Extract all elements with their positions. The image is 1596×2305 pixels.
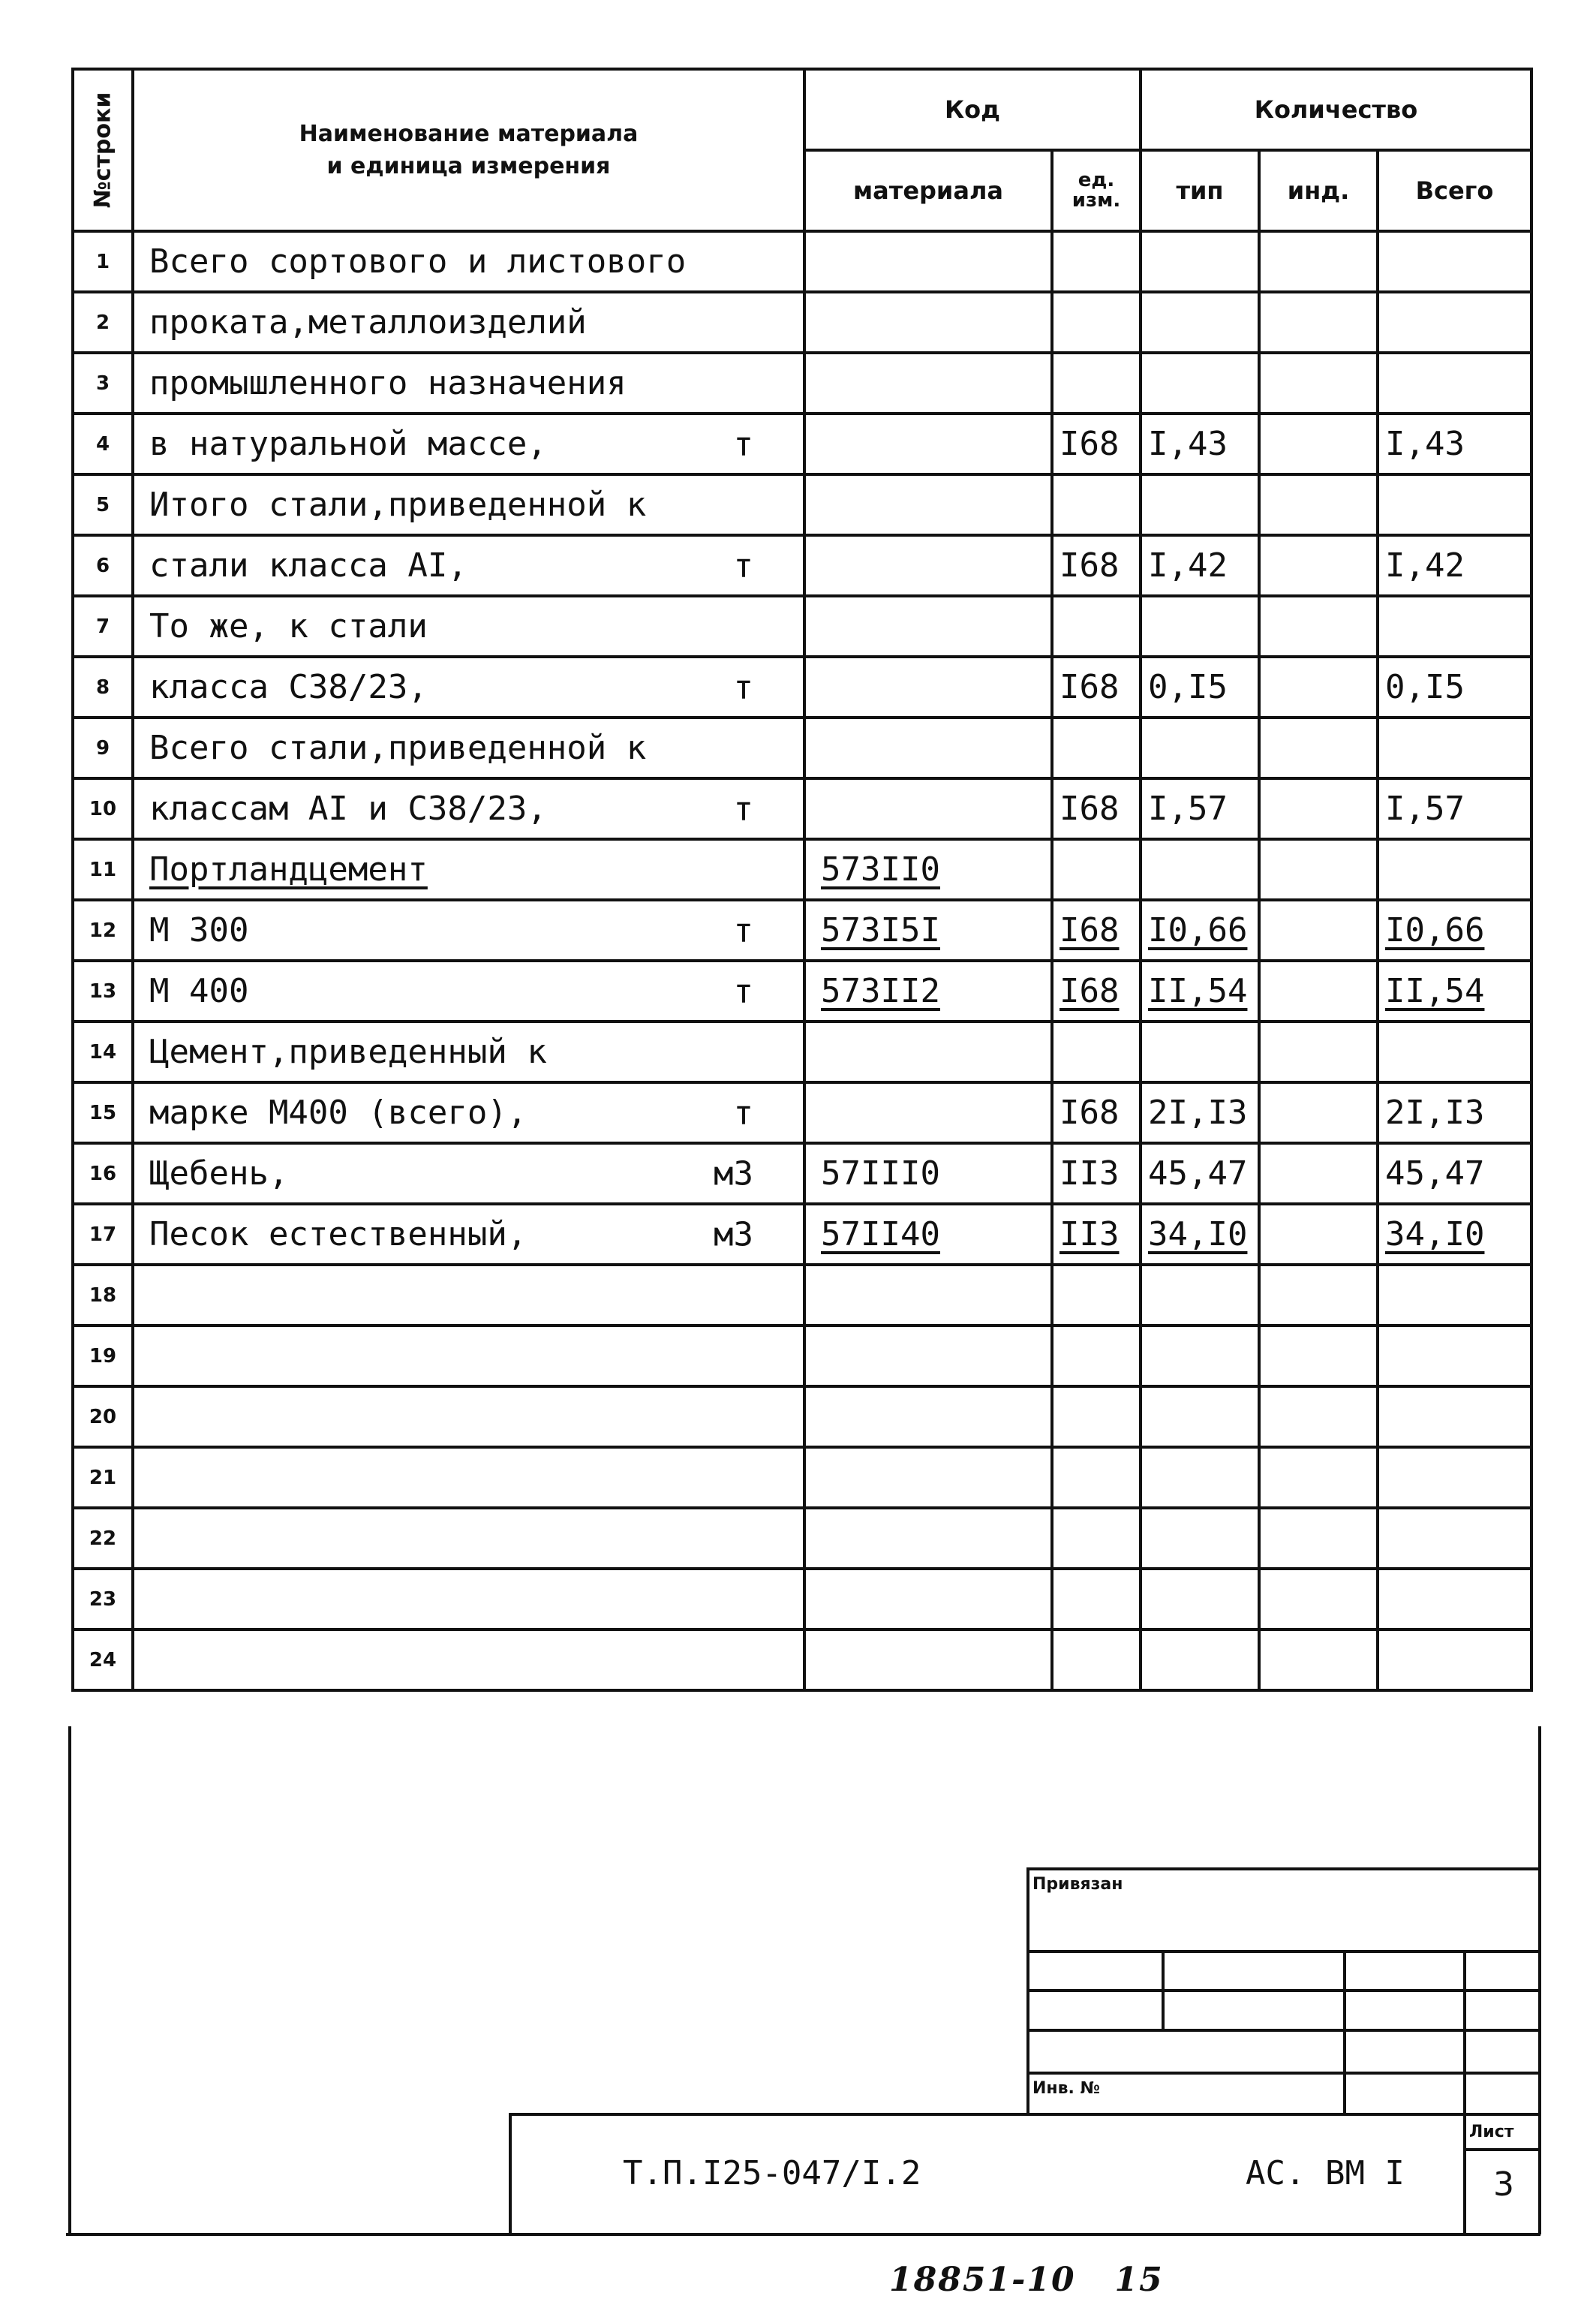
material-name-cell	[133, 1204, 804, 1265]
qty-ind-cell	[1259, 1265, 1378, 1326]
material-name-text: Песок естественный,	[149, 1215, 527, 1253]
qty-type-cell	[1141, 414, 1259, 474]
row-number-cell: 18	[73, 1265, 133, 1326]
table-row	[73, 1508, 1531, 1569]
qty-type-cell	[1141, 1143, 1259, 1204]
unit-code-cell-text: II3	[1059, 1154, 1120, 1193]
qty-ind-cell	[1259, 1022, 1378, 1082]
table-row	[73, 1386, 1531, 1447]
qty-type-cell	[1141, 474, 1259, 535]
qty-type-cell	[1141, 1082, 1259, 1143]
row-number-cell: 4	[73, 414, 133, 474]
material-code-cell	[804, 718, 1052, 778]
unit-code-cell-text: I68	[1059, 1094, 1120, 1132]
material-name-cell	[133, 961, 804, 1022]
unit-code-cell	[1052, 535, 1141, 596]
table-row	[73, 961, 1531, 1022]
unit-code-cell	[1052, 657, 1141, 718]
material-code-cell	[804, 1447, 1052, 1508]
qty-ind-cell	[1259, 1386, 1378, 1447]
unit-code-cell-text: I68	[1059, 790, 1120, 828]
qty-ind-cell	[1259, 900, 1378, 961]
material-name-text: промышленного назначения	[149, 364, 627, 402]
sheet-label: Лист	[1469, 2123, 1514, 2141]
table-row	[73, 1326, 1531, 1386]
material-name-cell	[133, 839, 804, 900]
material-name-cell	[133, 596, 804, 657]
qty-type-cell	[1141, 292, 1259, 353]
qty-ind-cell	[1259, 839, 1378, 900]
unit-code-cell	[1052, 1508, 1141, 1569]
qty-total-cell	[1378, 474, 1531, 535]
qty-type-cell-text: 34,I0	[1148, 1215, 1248, 1253]
qty-type-cell-text: 0,I5	[1148, 668, 1228, 706]
qty-ind-cell	[1259, 778, 1378, 839]
code-material-header: материала	[804, 150, 1052, 231]
qty-type-cell	[1141, 1204, 1259, 1265]
qty-total-cell	[1378, 414, 1531, 474]
qty-total-cell	[1378, 535, 1531, 596]
qty-total-cell	[1378, 839, 1531, 900]
qty-type-cell	[1141, 231, 1259, 292]
qty-type-cell	[1141, 839, 1259, 900]
unit-text: т	[733, 911, 753, 949]
unit-code-cell	[1052, 474, 1141, 535]
qty-type-cell-text: I0,66	[1148, 911, 1248, 949]
material-code-cell	[804, 1265, 1052, 1326]
material-name-cell	[133, 414, 804, 474]
row-number-cell: 15	[73, 1082, 133, 1143]
unit-code-cell	[1052, 231, 1141, 292]
unit-code-cell	[1052, 596, 1141, 657]
table-row	[73, 353, 1531, 414]
row-number-cell: 20	[73, 1386, 133, 1447]
unit-code-cell	[1052, 1326, 1141, 1386]
table-row	[73, 474, 1531, 535]
material-name-text: Всего сортового и листового	[149, 242, 687, 281]
qty-total-cell-text: I,43	[1385, 425, 1465, 463]
qty-total-cell	[1378, 1326, 1531, 1386]
material-name-cell	[133, 657, 804, 718]
table-row	[73, 292, 1531, 353]
material-name-cell	[133, 1265, 804, 1326]
unit-text: м3	[714, 1215, 753, 1253]
material-code-cell-text: 57III0	[821, 1154, 940, 1193]
qty-ind-cell	[1259, 1204, 1378, 1265]
unit-code-cell-text: I68	[1059, 911, 1120, 949]
qty-total-cell	[1378, 1629, 1531, 1690]
qty-total-cell	[1378, 231, 1531, 292]
unit-text: т	[733, 1094, 753, 1132]
qty-type-cell	[1141, 353, 1259, 414]
material-code-cell	[804, 414, 1052, 474]
quantity-header: Количество	[1141, 69, 1531, 150]
handwritten-note: 18851-10 15	[889, 2261, 1164, 2299]
unit-text: м3	[714, 1154, 753, 1193]
material-name-cell	[133, 718, 804, 778]
unit-code-cell	[1052, 1082, 1141, 1143]
material-code-cell-text: 573II2	[821, 972, 940, 1010]
row-number-cell: 22	[73, 1508, 133, 1569]
qty-total-cell	[1378, 778, 1531, 839]
material-name-cell	[133, 1022, 804, 1082]
qty-ind-cell	[1259, 961, 1378, 1022]
qty-total-header: Всего	[1378, 150, 1531, 231]
material-code-cell	[804, 1326, 1052, 1386]
qty-total-cell	[1378, 900, 1531, 961]
qty-type-cell	[1141, 1629, 1259, 1690]
material-code-cell	[804, 353, 1052, 414]
unit-code-cell-text: I68	[1059, 972, 1120, 1010]
qty-type-cell	[1141, 657, 1259, 718]
material-name-cell	[133, 231, 804, 292]
material-name-text: проката,металлоизделий	[149, 303, 587, 342]
qty-total-cell	[1378, 1265, 1531, 1326]
qty-total-cell	[1378, 657, 1531, 718]
qty-total-cell	[1378, 292, 1531, 353]
material-name-text: классам АI и С38/23,	[149, 790, 547, 828]
material-code-cell	[804, 1386, 1052, 1447]
qty-total-cell	[1378, 1508, 1531, 1569]
qty-total-cell-text: 0,I5	[1385, 668, 1465, 706]
material-name-cell	[133, 535, 804, 596]
document-code: Т.П.I25-047/I.2	[623, 2154, 921, 2192]
row-number-cell: 24	[73, 1629, 133, 1690]
row-number-cell: 10	[73, 778, 133, 839]
approval-col-3	[1463, 1950, 1466, 2115]
material-code-cell	[804, 292, 1052, 353]
approval-block-top	[1026, 1867, 1541, 1870]
material-name-cell	[133, 1143, 804, 1204]
material-name-text: Портландцемент	[149, 850, 428, 889]
qty-total-cell	[1378, 1569, 1531, 1629]
qty-ind-cell	[1259, 657, 1378, 718]
qty-ind-cell	[1259, 474, 1378, 535]
unit-text: т	[733, 546, 753, 585]
qty-type-cell-text: I,43	[1148, 425, 1228, 463]
qty-type-cell-text: 45,47	[1148, 1154, 1248, 1193]
material-code-cell	[804, 961, 1052, 1022]
qty-total-cell	[1378, 1143, 1531, 1204]
qty-ind-cell	[1259, 718, 1378, 778]
qty-type-cell	[1141, 718, 1259, 778]
material-name-text: Итого стали,приведенной к	[149, 486, 647, 524]
material-name-text: То же, к стали	[149, 607, 428, 645]
row-number-cell: 1	[73, 231, 133, 292]
row-number-cell: 12	[73, 900, 133, 961]
unit-code-cell	[1052, 961, 1141, 1022]
qty-ind-cell	[1259, 1569, 1378, 1629]
qty-type-cell	[1141, 1569, 1259, 1629]
qty-ind-cell	[1259, 1447, 1378, 1508]
row-number-cell: 3	[73, 353, 133, 414]
row-number-cell: 8	[73, 657, 133, 718]
unit-code-cell-text: I68	[1059, 546, 1120, 585]
table-row	[73, 1447, 1531, 1508]
unit-text: т	[733, 790, 753, 828]
material-name-cell	[133, 1082, 804, 1143]
row-number-cell: 19	[73, 1326, 133, 1386]
table-row	[73, 1629, 1531, 1690]
unit-code-cell-text: I68	[1059, 425, 1120, 463]
qty-ind-cell	[1259, 535, 1378, 596]
qty-total-cell-text: I,57	[1385, 790, 1465, 828]
row-number-cell: 11	[73, 839, 133, 900]
row-number-cell: 13	[73, 961, 133, 1022]
material-code-cell	[804, 1569, 1052, 1629]
qty-total-cell	[1378, 1204, 1531, 1265]
material-code-cell	[804, 535, 1052, 596]
qty-ind-cell	[1259, 231, 1378, 292]
unit-text: т	[733, 668, 753, 706]
table-row	[73, 1022, 1531, 1082]
table-row	[73, 718, 1531, 778]
material-name-cell	[133, 292, 804, 353]
privyazan-label: Привязан	[1032, 1875, 1123, 1894]
row-number-cell: 2	[73, 292, 133, 353]
qty-ind-cell	[1259, 1629, 1378, 1690]
material-code-cell	[804, 1629, 1052, 1690]
qty-ind-header: инд.	[1259, 150, 1378, 231]
material-name-cell	[133, 353, 804, 414]
row-number-cell: 7	[73, 596, 133, 657]
table-row	[73, 596, 1531, 657]
qty-total-cell-text: 45,47	[1385, 1154, 1485, 1193]
material-name-text: М 300	[149, 911, 249, 949]
material-name-cell	[133, 1629, 804, 1690]
sheet-box-divider	[1463, 2148, 1541, 2151]
table-row	[73, 1204, 1531, 1265]
qty-total-cell	[1378, 353, 1531, 414]
unit-code-cell	[1052, 1265, 1141, 1326]
qty-total-cell	[1378, 961, 1531, 1022]
qty-total-cell-text: II,54	[1385, 972, 1485, 1010]
unit-code-cell	[1052, 1143, 1141, 1204]
unit-code-cell	[1052, 778, 1141, 839]
unit-code-cell	[1052, 414, 1141, 474]
qty-ind-cell	[1259, 1082, 1378, 1143]
material-code-cell	[804, 657, 1052, 718]
material-name-text: Цемент,приведенный к	[149, 1033, 547, 1071]
qty-type-cell	[1141, 1022, 1259, 1082]
unit-code-cell	[1052, 1569, 1141, 1629]
material-code-cell	[804, 1204, 1052, 1265]
qty-total-cell-text: 34,I0	[1385, 1215, 1485, 1253]
material-code-cell	[804, 474, 1052, 535]
material-code-cell	[804, 900, 1052, 961]
material-name-cell	[133, 474, 804, 535]
material-name-cell	[133, 1447, 804, 1508]
unit-code-cell	[1052, 900, 1141, 961]
qty-type-cell	[1141, 1326, 1259, 1386]
material-name-text: класса С38/23,	[149, 668, 428, 706]
qty-ind-cell	[1259, 414, 1378, 474]
sheet-box-left	[1463, 2113, 1466, 2234]
row-number-header: №строки	[73, 69, 133, 231]
qty-type-cell	[1141, 900, 1259, 961]
unit-code-cell-text: II3	[1059, 1215, 1120, 1253]
qty-type-cell	[1141, 778, 1259, 839]
qty-type-cell-text: I,57	[1148, 790, 1228, 828]
qty-total-cell	[1378, 1447, 1531, 1508]
unit-code-cell	[1052, 292, 1141, 353]
table-row	[73, 778, 1531, 839]
material-name-cell	[133, 900, 804, 961]
qty-type-cell	[1141, 961, 1259, 1022]
qty-total-cell	[1378, 1386, 1531, 1447]
table-row	[73, 535, 1531, 596]
material-name-text: марке М400 (всего),	[149, 1094, 527, 1132]
qty-type-cell-text: II,54	[1148, 972, 1248, 1010]
table-row	[73, 1265, 1531, 1326]
approval-col-2	[1343, 1950, 1346, 2115]
sheet-number: 3	[1493, 2165, 1514, 2204]
qty-ind-cell	[1259, 1326, 1378, 1386]
unit-code-cell	[1052, 353, 1141, 414]
table-row	[73, 414, 1531, 474]
qty-type-cell	[1141, 535, 1259, 596]
material-name-cell	[133, 1326, 804, 1386]
left-frame-line	[68, 1726, 71, 2234]
title-block-top	[509, 2113, 1541, 2116]
qty-type-cell-text: 2I,I3	[1148, 1094, 1248, 1132]
table-row	[73, 900, 1531, 961]
qty-type-cell	[1141, 1508, 1259, 1569]
qty-total-cell-text: 2I,I3	[1385, 1094, 1485, 1132]
table-row	[73, 1082, 1531, 1143]
bottom-frame-line	[66, 2233, 1540, 2236]
title-block-left	[509, 2113, 512, 2234]
qty-type-cell	[1141, 1265, 1259, 1326]
table-row	[73, 231, 1531, 292]
inv-no-label: Инв. №	[1032, 2079, 1101, 2098]
qty-total-cell	[1378, 718, 1531, 778]
row-number-cell: 14	[73, 1022, 133, 1082]
material-code-cell	[804, 596, 1052, 657]
material-code-cell-text: 573II0	[821, 850, 940, 889]
material-code-cell	[804, 1508, 1052, 1569]
table-row	[73, 657, 1531, 718]
unit-code-cell	[1052, 1386, 1141, 1447]
qty-ind-cell	[1259, 596, 1378, 657]
material-code-cell	[804, 778, 1052, 839]
material-name-cell	[133, 1569, 804, 1629]
table-row	[73, 1569, 1531, 1629]
qty-type-cell	[1141, 1386, 1259, 1447]
unit-code-cell-text: I68	[1059, 668, 1120, 706]
qty-type-header: тип	[1141, 150, 1259, 231]
unit-code-cell	[1052, 1022, 1141, 1082]
material-code-cell	[804, 1022, 1052, 1082]
qty-type-cell	[1141, 1447, 1259, 1508]
row-number-cell: 9	[73, 718, 133, 778]
qty-total-cell-text: I,42	[1385, 546, 1465, 585]
material-name-cell	[133, 1508, 804, 1569]
code-header: Код	[804, 69, 1141, 150]
qty-ind-cell	[1259, 1143, 1378, 1204]
code-unit-header: ед. изм.	[1052, 150, 1141, 231]
qty-total-cell-text: I0,66	[1385, 911, 1485, 949]
row-number-cell: 21	[73, 1447, 133, 1508]
unit-text: т	[733, 425, 753, 463]
table-row	[73, 1143, 1531, 1204]
row-number-cell: 5	[73, 474, 133, 535]
qty-ind-cell	[1259, 1508, 1378, 1569]
row-number-cell: 23	[73, 1569, 133, 1629]
unit-code-cell	[1052, 839, 1141, 900]
materials-table	[71, 68, 1533, 1692]
qty-type-cell-text: I,42	[1148, 546, 1228, 585]
qty-ind-cell	[1259, 292, 1378, 353]
qty-total-cell	[1378, 596, 1531, 657]
table-row	[73, 839, 1531, 900]
qty-ind-cell	[1259, 353, 1378, 414]
unit-code-cell	[1052, 718, 1141, 778]
material-name-text: Щебень,	[149, 1154, 289, 1193]
material-name-text: Всего стали,приведенной к	[149, 729, 647, 767]
material-name-text: в натуральной массе,	[149, 425, 547, 463]
right-frame-line	[1538, 1726, 1541, 2234]
row-number-cell: 17	[73, 1204, 133, 1265]
material-name-text: стали класса АI,	[149, 546, 467, 585]
unit-code-cell	[1052, 1629, 1141, 1690]
sheet-code: АС. ВМ I	[1246, 2154, 1405, 2192]
material-code-cell	[804, 839, 1052, 900]
material-name-header: Наименование материала и единица измерения	[133, 69, 804, 231]
material-code-cell	[804, 231, 1052, 292]
material-name-cell	[133, 1386, 804, 1447]
qty-total-cell	[1378, 1022, 1531, 1082]
row-number-cell: 6	[73, 535, 133, 596]
unit-text: т	[733, 972, 753, 1010]
material-code-cell	[804, 1143, 1052, 1204]
material-name-cell	[133, 778, 804, 839]
material-code-cell	[804, 1082, 1052, 1143]
material-name-text: М 400	[149, 972, 249, 1010]
approval-col-1	[1162, 1950, 1165, 2032]
unit-code-cell	[1052, 1447, 1141, 1508]
unit-code-cell	[1052, 1204, 1141, 1265]
qty-total-cell	[1378, 1082, 1531, 1143]
material-code-cell-text: 573I5I	[821, 911, 940, 949]
qty-type-cell	[1141, 596, 1259, 657]
row-number-cell: 16	[73, 1143, 133, 1204]
material-code-cell-text: 57II40	[821, 1215, 940, 1253]
